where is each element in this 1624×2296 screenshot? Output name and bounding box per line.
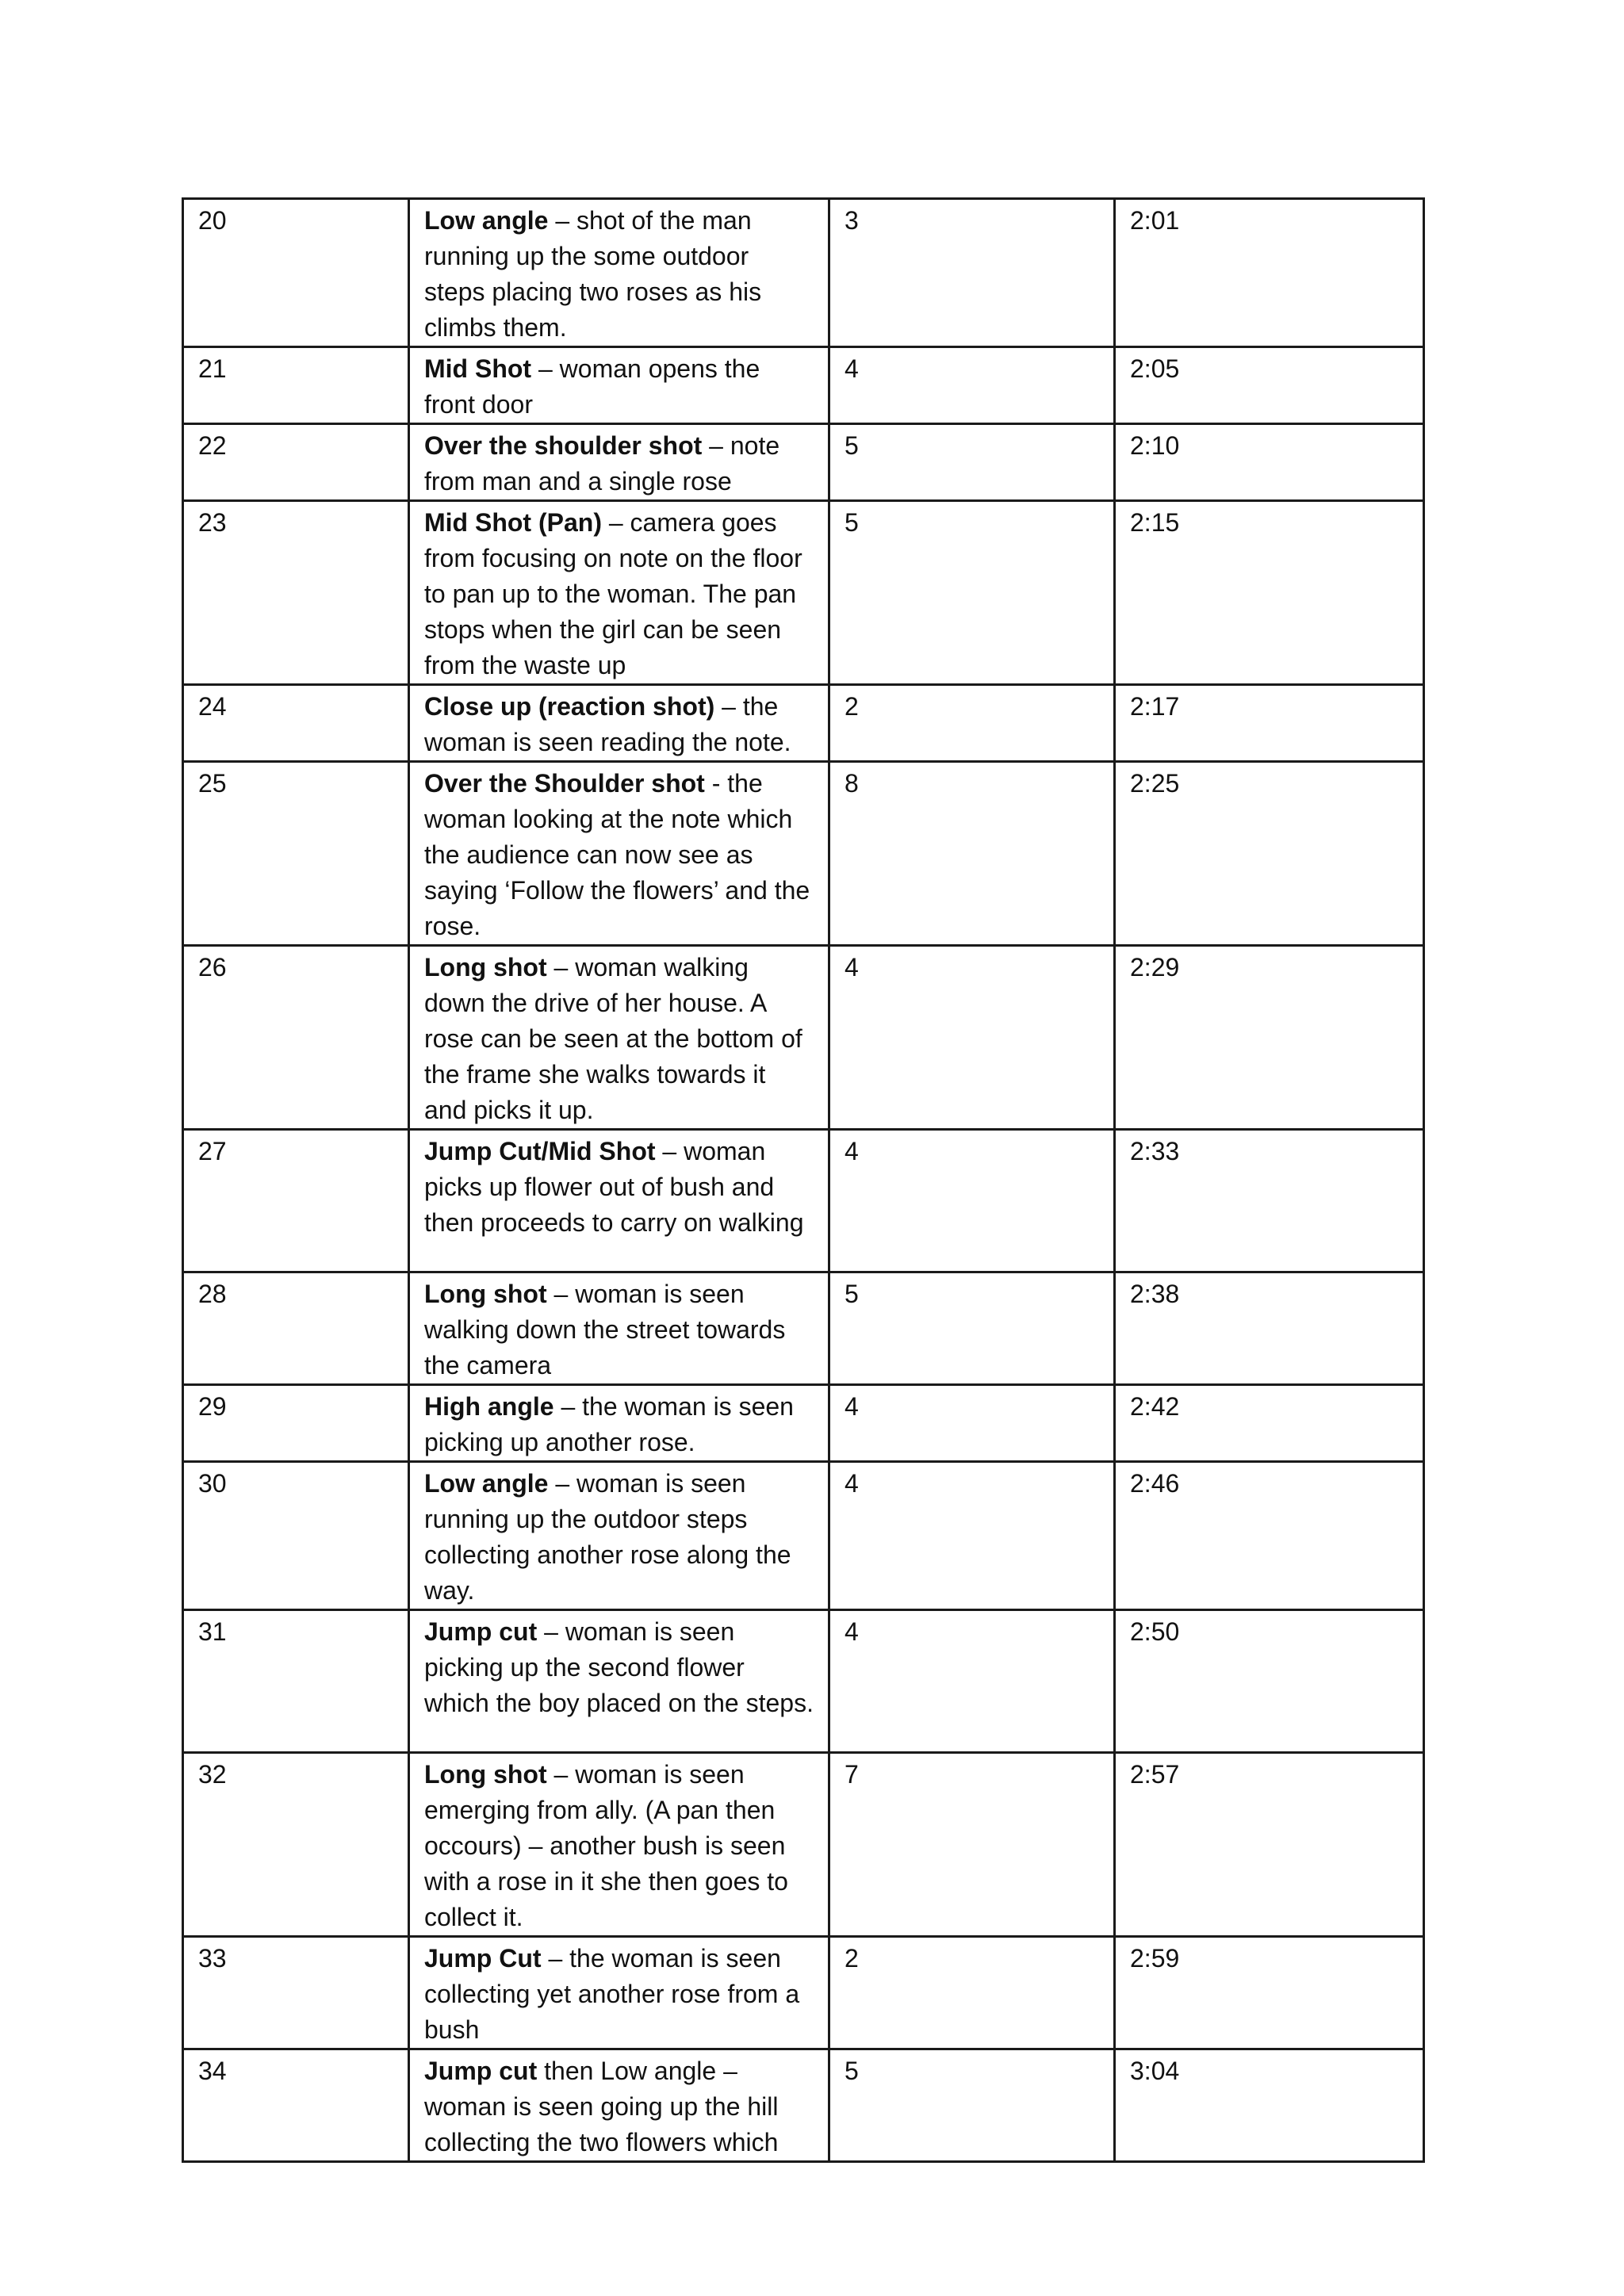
shot-description-text: – woman walking down the drive of her house. A rose can be seen at the bottom of the frame she walks towards it and picks it up. xyxy=(424,953,802,1124)
shot-timecode-cell: 2:25 xyxy=(1115,762,1424,946)
shot-number-cell: 29 xyxy=(183,1385,409,1462)
shot-number-cell: 31 xyxy=(183,1610,409,1753)
shot-description-cell xyxy=(409,1753,829,1937)
shot-description-text: – note from man and a single rose xyxy=(424,431,780,496)
shot-description-text: – woman is seen running up the outdoor steps collecting another rose along the way. xyxy=(424,1469,791,1605)
shot-description-text: – camera goes from focusing on note on the floor to pan up to the woman. The pan stops when the girl can be seen from the waste up xyxy=(424,508,802,679)
shot-description-text: – the woman is seen picking up another rose. xyxy=(424,1392,794,1456)
shot-description-text: – the woman is seen reading the note. xyxy=(424,692,791,756)
shot-timecode-cell: 2:38 xyxy=(1115,1272,1424,1385)
shot-description-text: - the woman looking at the note which the audience can now see as saying ‘Follow the flowers’ and the rose. xyxy=(424,769,810,940)
shot-number-cell: 34 xyxy=(183,2049,409,2162)
shot-timecode-cell: 2:42 xyxy=(1115,1385,1424,1462)
shot-description-cell xyxy=(409,1385,829,1462)
shot-description-cell xyxy=(409,424,829,501)
shot-timecode-cell: 2:29 xyxy=(1115,946,1424,1130)
table-row xyxy=(183,1272,1424,1385)
table-row xyxy=(183,199,1424,347)
shot-description-cell xyxy=(409,501,829,685)
shot-type-label: Long shot xyxy=(424,1280,547,1308)
table-row xyxy=(183,1937,1424,2049)
table-row xyxy=(183,501,1424,685)
shot-description-text: – shot of the man running up the some outdoor steps placing two roses as his climbs them. xyxy=(424,206,762,342)
shot-timecode-cell: 2:50 xyxy=(1115,1610,1424,1753)
shot-duration-cell: 5 xyxy=(829,424,1115,501)
table-row xyxy=(183,1753,1424,1937)
shot-description-cell xyxy=(409,946,829,1130)
shot-description-cell xyxy=(409,685,829,762)
shot-timecode-cell: 2:33 xyxy=(1115,1130,1424,1272)
shot-duration-cell: 4 xyxy=(829,347,1115,424)
shot-number-cell: 33 xyxy=(183,1937,409,2049)
shot-list-body xyxy=(183,199,1424,2162)
shot-duration-cell: 8 xyxy=(829,762,1115,946)
shot-number-cell: 22 xyxy=(183,424,409,501)
shot-timecode-cell: 2:05 xyxy=(1115,347,1424,424)
shot-duration-cell: 4 xyxy=(829,1130,1115,1272)
table-row xyxy=(183,685,1424,762)
shot-timecode-cell: 2:57 xyxy=(1115,1753,1424,1937)
shot-duration-cell: 5 xyxy=(829,2049,1115,2162)
shot-duration-cell: 2 xyxy=(829,685,1115,762)
shot-timecode-cell: 2:01 xyxy=(1115,199,1424,347)
shot-timecode-cell: 2:15 xyxy=(1115,501,1424,685)
table-row xyxy=(183,2049,1424,2162)
shot-timecode-cell: 2:17 xyxy=(1115,685,1424,762)
shot-description-text: – the woman is seen collecting yet another rose from a bush xyxy=(424,1944,800,2044)
shot-description-cell xyxy=(409,199,829,347)
shot-number-cell: 25 xyxy=(183,762,409,946)
table-row xyxy=(183,946,1424,1130)
shot-type-label: Mid Shot (Pan) xyxy=(424,508,602,537)
shot-timecode-cell: 2:46 xyxy=(1115,1462,1424,1610)
shot-number-cell: 21 xyxy=(183,347,409,424)
shot-duration-cell: 5 xyxy=(829,501,1115,685)
shot-type-label: Jump cut xyxy=(424,2057,538,2085)
shot-number-cell: 23 xyxy=(183,501,409,685)
shot-timecode-cell: 2:10 xyxy=(1115,424,1424,501)
shot-type-label: Jump Cut/Mid Shot xyxy=(424,1137,656,1165)
table-row xyxy=(183,1385,1424,1462)
shot-duration-cell: 4 xyxy=(829,946,1115,1130)
shot-number-cell: 30 xyxy=(183,1462,409,1610)
shot-number-cell: 28 xyxy=(183,1272,409,1385)
shot-description-cell xyxy=(409,1272,829,1385)
shot-description-text: – woman opens the front door xyxy=(424,354,760,419)
shot-type-label: Long shot xyxy=(424,953,547,982)
shot-description-cell xyxy=(409,1937,829,2049)
shot-number-cell: 24 xyxy=(183,685,409,762)
table-row xyxy=(183,762,1424,946)
shot-number-cell: 26 xyxy=(183,946,409,1130)
shot-number-cell: 32 xyxy=(183,1753,409,1937)
shot-description-cell xyxy=(409,1462,829,1610)
shot-duration-cell: 7 xyxy=(829,1753,1115,1937)
table-row xyxy=(183,1130,1424,1272)
shot-type-label: Over the Shoulder shot xyxy=(424,769,705,798)
table-row xyxy=(183,347,1424,424)
shot-description-cell xyxy=(409,347,829,424)
shot-list-table xyxy=(182,197,1425,2163)
shot-timecode-cell: 3:04 xyxy=(1115,2049,1424,2162)
shot-type-label: Jump Cut xyxy=(424,1944,542,1973)
shot-type-label: High angle xyxy=(424,1392,554,1421)
shot-description-text: then Low angle – woman is seen going up the hill collecting the two flowers which xyxy=(424,2057,779,2156)
shot-type-label: Mid Shot xyxy=(424,354,532,383)
shot-type-label: Jump cut xyxy=(424,1617,538,1646)
shot-description-text: – woman picks up flower out of bush and then proceeds to carry on walking xyxy=(424,1137,804,1237)
shot-description-text: – woman is seen walking down the street towards the camera xyxy=(424,1280,786,1380)
shot-description-cell xyxy=(409,762,829,946)
shot-description-cell xyxy=(409,1610,829,1753)
shot-type-label: Low angle xyxy=(424,206,549,235)
shot-type-label: Close up (reaction shot) xyxy=(424,692,715,721)
shot-duration-cell: 5 xyxy=(829,1272,1115,1385)
shot-description-cell xyxy=(409,1130,829,1272)
shot-number-cell: 27 xyxy=(183,1130,409,1272)
shot-duration-cell: 2 xyxy=(829,1937,1115,2049)
table-row xyxy=(183,424,1424,501)
shot-description-text: – woman is seen emerging from ally. (A pan then occours) – another bush is seen with a rose in it she then goes to collect it. xyxy=(424,1760,788,1931)
shot-description-text: – woman is seen picking up the second flower which the boy placed on the steps. xyxy=(424,1617,814,1717)
shot-duration-cell: 3 xyxy=(829,199,1115,347)
shot-type-label: Long shot xyxy=(424,1760,547,1789)
shot-number-cell: 20 xyxy=(183,199,409,347)
shot-duration-cell: 4 xyxy=(829,1462,1115,1610)
table-row xyxy=(183,1610,1424,1753)
table-row xyxy=(183,1462,1424,1610)
shot-timecode-cell: 2:59 xyxy=(1115,1937,1424,2049)
shot-type-label: Over the shoulder shot xyxy=(424,431,703,460)
shot-description-cell xyxy=(409,2049,829,2162)
shot-duration-cell: 4 xyxy=(829,1610,1115,1753)
shot-duration-cell: 4 xyxy=(829,1385,1115,1462)
shot-type-label: Low angle xyxy=(424,1469,549,1498)
